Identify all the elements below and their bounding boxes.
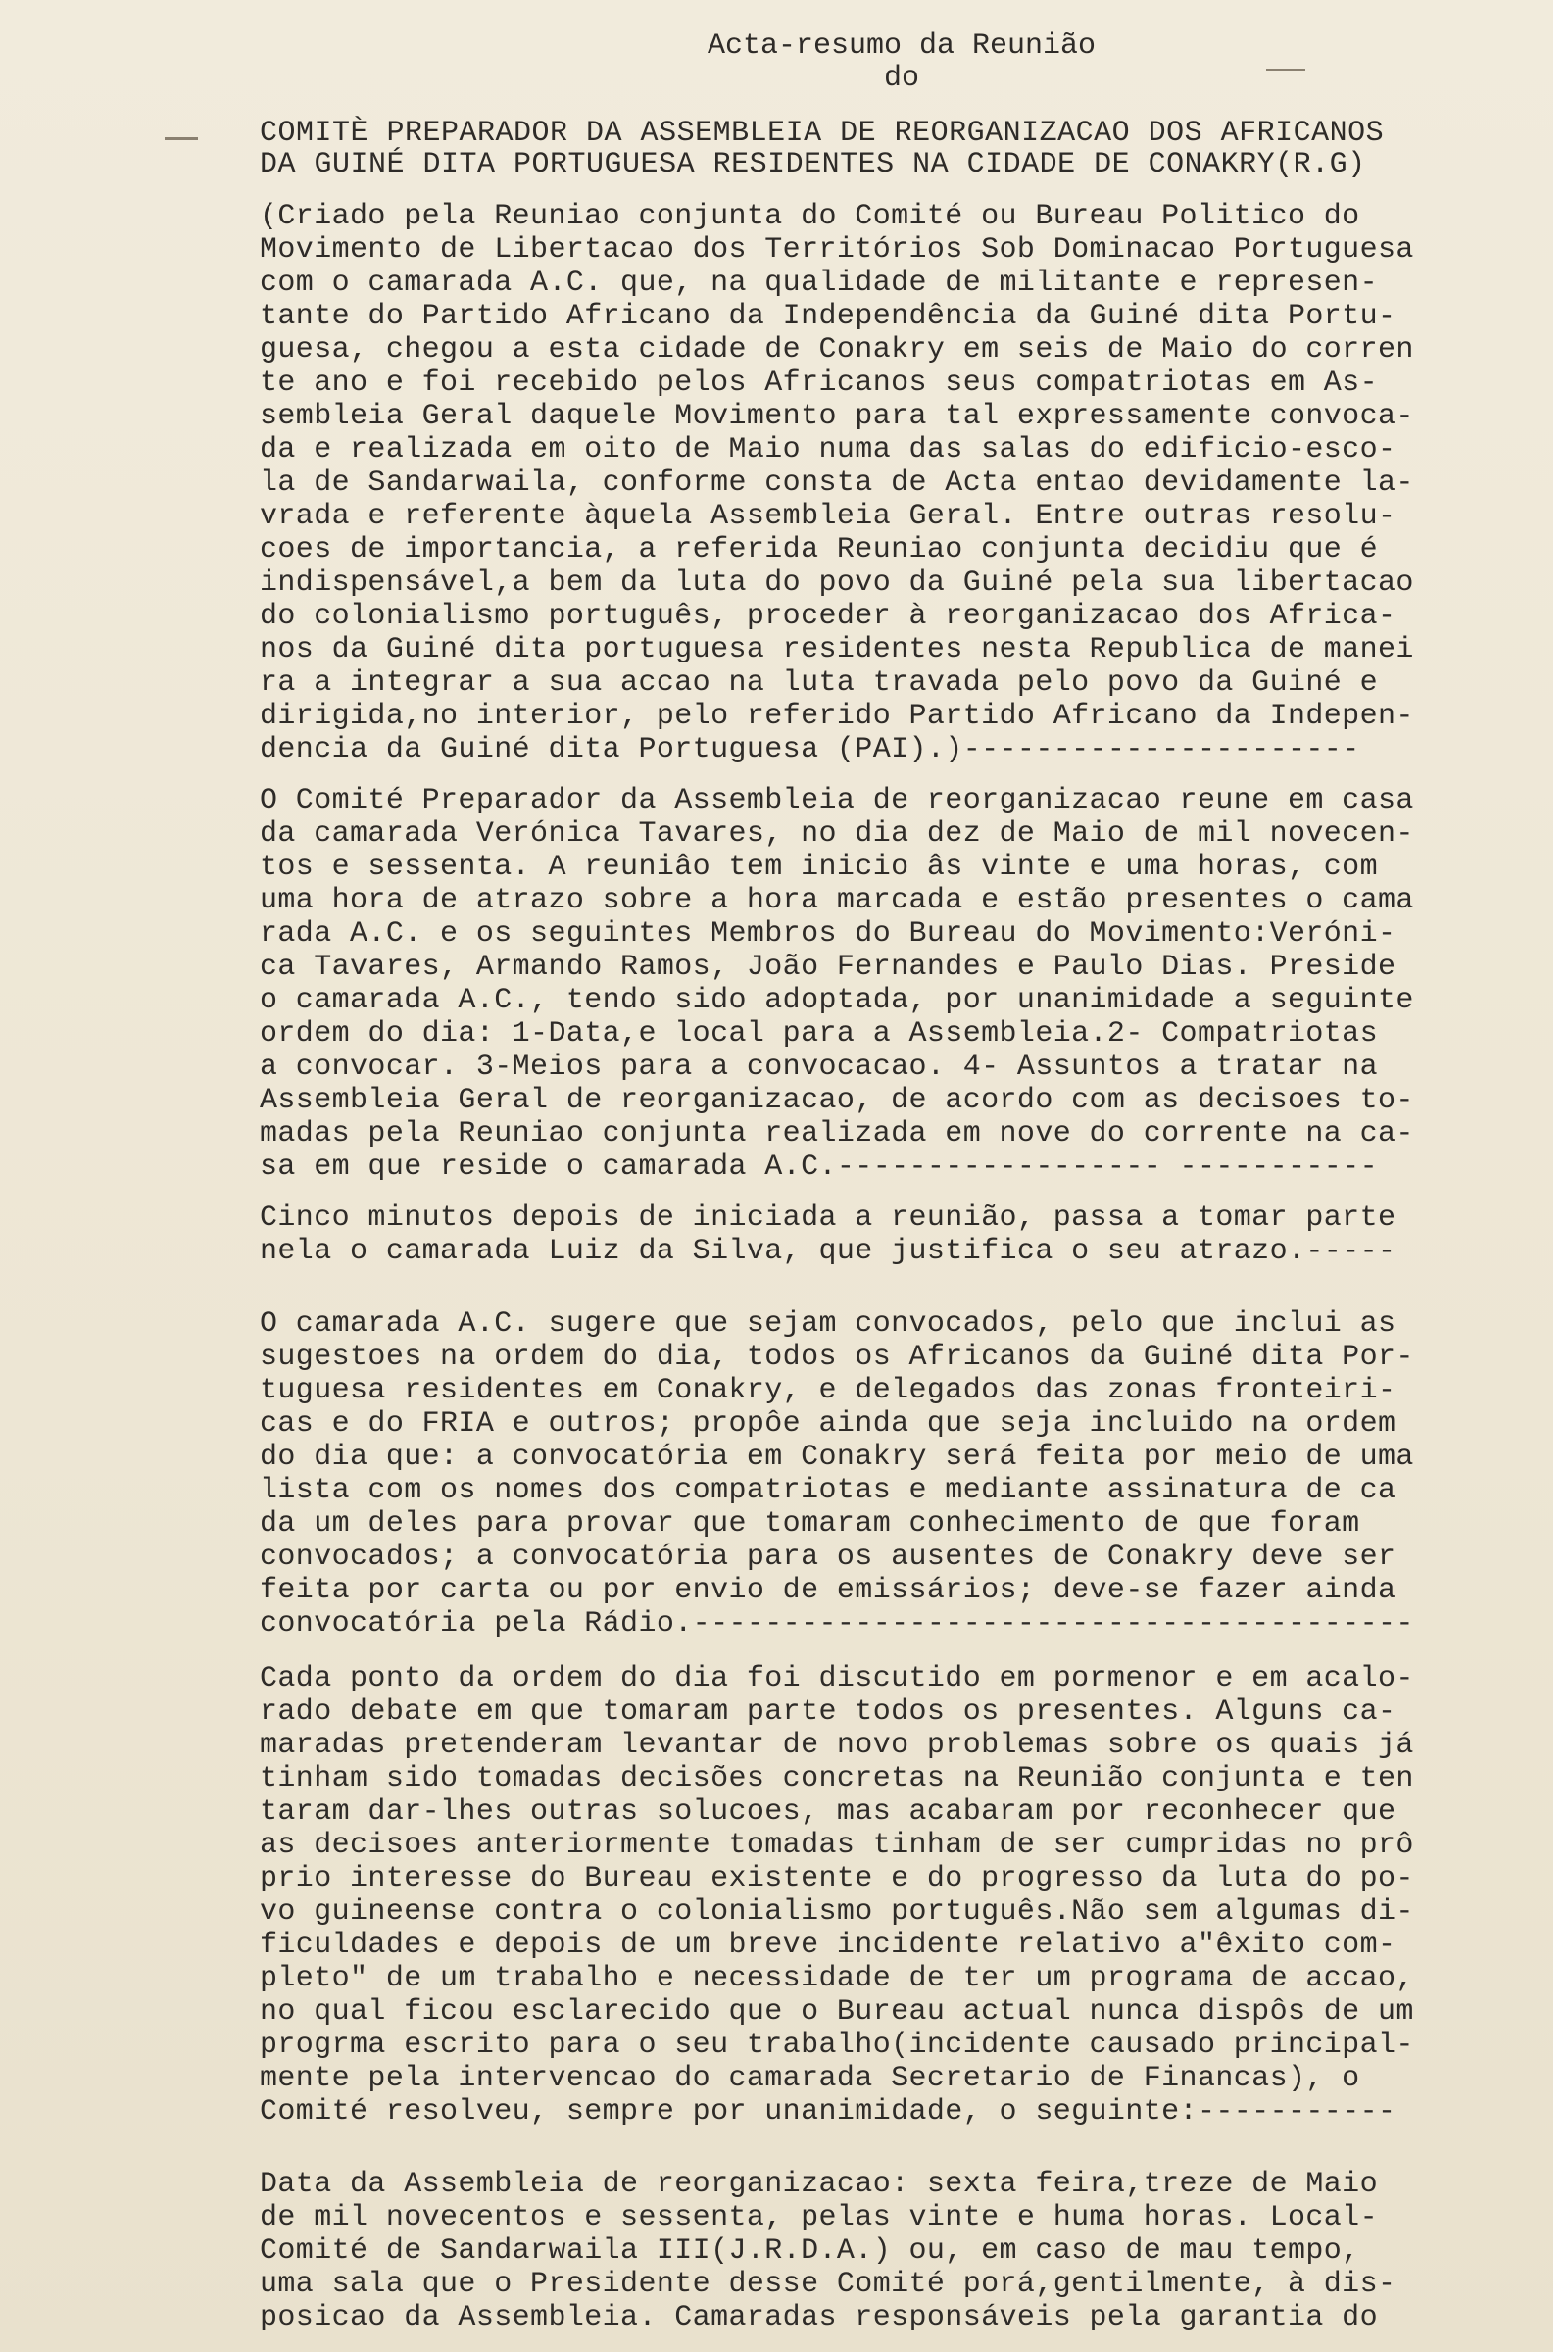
text-line: rado debate em que tomaram parte todos os presentes. Alguns ca- <box>260 1695 1396 1729</box>
text-line: Comité resolveu, sempre por unanimidade, o seguinte:----------- <box>260 2095 1396 2129</box>
text-line: ra a integrar a sua accao na luta travada pelo povo da Guiné e <box>260 666 1378 700</box>
document-body <box>260 29 1553 2334</box>
text-line: da e realizada em oito de Maio numa das salas do edificio-esco- <box>260 433 1396 466</box>
text-line: taram dar-lhes outras solucoes, mas acabaram por reconhecer que <box>260 1795 1396 1829</box>
heading-line: DA GUINÉ DITA PORTUGUESA RESIDENTES NA CIDADE DE CONAKRY(R.G) <box>260 148 1366 181</box>
text-line: nos da Guiné dita portuguesa residentes nesta Republica de manei <box>260 633 1414 666</box>
text-line: sa em que reside o camarada A.C.------------------ ----------- <box>260 1151 1378 1184</box>
text-line: vo guineense contra o colonialismo português.Não sem algumas di- <box>260 1895 1414 1929</box>
text-line: do colonialismo português, proceder à reorganizacao dos Africa- <box>260 600 1396 633</box>
paragraph-assembly-date <box>260 2168 1553 2334</box>
paragraph-intro <box>260 200 1553 766</box>
text-line: tinham sido tomadas decisões concretas na Reunião conjunta e ten <box>260 1762 1414 1795</box>
text-line: convocatória pela Rádio.---------------------------------------- <box>260 1607 1414 1641</box>
text-line: o camarada A.C., tendo sido adoptada, por unanimidade a seguinte <box>260 984 1414 1017</box>
text-line: pleto" de um trabalho e necessidade de ter um programa de accao, <box>260 1962 1414 1995</box>
text-line: nela o camarada Luiz da Silva, que justifica o seu atrazo.----- <box>260 1235 1396 1268</box>
text-line: O Comité Preparador da Assembleia de reorganizacao reune em casa <box>260 784 1414 817</box>
text-line: (Criado pela Reuniao conjunta do Comité ou Bureau Politico do <box>260 200 1360 233</box>
document-title: Acta-resumo da Reunião <box>707 29 1097 63</box>
margin-mark <box>165 137 198 140</box>
text-line: rada A.C. e os seguintes Membros do Bureau do Movimento:Veróni- <box>260 917 1396 951</box>
text-line: da um deles para provar que tomaram conhecimento de que foram <box>260 1507 1360 1541</box>
text-line: Assembleia Geral de reorganizacao, de acordo com as decisoes to- <box>260 1084 1414 1117</box>
text-line: a convocar. 3-Meios para a convocacao. 4- Assuntos a tratar na <box>260 1051 1378 1084</box>
text-line: vrada e referente àquela Assembleia Geral. Entre outras resolu- <box>260 500 1396 533</box>
text-line: uma sala que o Presidente desse Comité porá,gentilmente, à dis- <box>260 2268 1396 2301</box>
text-line: no qual ficou esclarecido que o Bureau actual nunca dispôs de um <box>260 1995 1414 2029</box>
text-line: uma hora de atrazo sobre a hora marcada e estão presentes o cama <box>260 884 1414 917</box>
paragraph-convocation <box>260 1307 1553 1641</box>
text-line: Movimento de Libertacao dos Territórios Sob Dominacao Portuguesa <box>260 233 1414 267</box>
text-line: de mil novecentos e sessenta, pelas vinte e huma horas. Local- <box>260 2201 1378 2234</box>
text-line: coes de importancia, a referida Reuniao conjunta decidiu que é <box>260 533 1378 566</box>
text-line: te ano e foi recebido pelos Africanos seus compatriotas em As- <box>260 367 1378 400</box>
text-line: indispensável,a bem da luta do povo da Guiné pela sua libertacao <box>260 566 1414 600</box>
text-line: ordem do dia: 1-Data,e local para a Assembleia.2- Compatriotas <box>260 1017 1378 1051</box>
text-line: mente pela intervencao do camarada Secretario de Financas), o <box>260 2062 1360 2095</box>
text-line: sugestoes na ordem do dia, todos os Africanos da Guiné dita Por- <box>260 1341 1414 1374</box>
text-line: feita por carta ou por envio de emissários; deve-se fazer ainda <box>260 1574 1396 1607</box>
text-line: maradas pretenderam levantar de novo problemas sobre os quais já <box>260 1729 1414 1762</box>
text-line: madas pela Reuniao conjunta realizada em nove do corrente na ca- <box>260 1117 1414 1151</box>
text-line: tante do Partido Africano da Independência da Guiné dita Portu- <box>260 300 1396 333</box>
text-line: tos e sessenta. A reuniâo tem inicio âs vinte e uma horas, com <box>260 851 1378 884</box>
text-line: com o camarada A.C. que, na qualidade de militante e represen- <box>260 267 1378 300</box>
text-line: cas e do FRIA e outros; propôe ainda que seja incluido na ordem <box>260 1407 1396 1441</box>
text-line: O camarada A.C. sugere que sejam convocados, pelo que inclui as <box>260 1307 1396 1341</box>
text-line: sembleia Geral daquele Movimento para tal expressamente convoca- <box>260 400 1414 433</box>
paragraph-meeting <box>260 784 1553 1184</box>
text-line: ficuldades e depois de um breve incidente relativo a"êxito com- <box>260 1929 1396 1962</box>
text-line: convocados; a convocatória para os ausentes de Conakry deve ser <box>260 1541 1396 1574</box>
text-line: posicao da Assembleia. Camaradas responsáveis pela garantia do <box>260 2301 1378 2334</box>
document-title-connector: do <box>883 62 919 95</box>
text-line: do dia que: a convocatória em Conakry será feita por meio de uma <box>260 1441 1414 1474</box>
text-line: dirigida,no interior, pelo referido Partido Africano da Indepen- <box>260 700 1414 733</box>
paragraph-discussion <box>260 1662 1553 2129</box>
text-line: Comité de Sandarwaila III(J.R.D.A.) ou, em caso de mau tempo, <box>260 2234 1360 2268</box>
text-line: Cinco minutos depois de iniciada a reunião, passa a tomar parte <box>260 1201 1396 1235</box>
page-edge <box>1553 0 1568 2352</box>
text-line: da camarada Verónica Tavares, no dia dez de Maio de mil novecen- <box>260 817 1414 851</box>
text-line: la de Sandarwaila, conforme consta de Acta entao devidamente la- <box>260 466 1414 500</box>
text-line: dencia da Guiné dita Portuguesa (PAI).)---------------------- <box>260 733 1360 766</box>
text-line: Data da Assembleia de reorganizacao: sexta feira,treze de Maio <box>260 2168 1378 2201</box>
committee-heading <box>260 118 1553 180</box>
text-line: as decisoes anteriormente tomadas tinham de ser cumpridas no prô <box>260 1829 1414 1862</box>
text-line: Cada ponto da ordem do dia foi discutido em pormenor e em acalo- <box>260 1662 1414 1695</box>
text-line: lista com os nomes dos compatriotas e mediante assinatura de ca <box>260 1474 1396 1507</box>
text-line: guesa, chegou a esta cidade de Conakry em seis de Maio do corren <box>260 333 1414 367</box>
text-line: progrma escrito para o seu trabalho(incidente causado principal- <box>260 2029 1414 2062</box>
text-line: prio interesse do Bureau existente e do progresso da luta do po- <box>260 1862 1414 1895</box>
text-line: tuguesa residentes em Conakry, e delegados das zonas fronteiri- <box>260 1374 1396 1407</box>
heading-line: COMITÈ PREPARADOR DA ASSEMBLEIA DE REORGANIZACAO DOS AFRICANOS <box>260 117 1385 150</box>
text-line: ca Tavares, Armando Ramos, João Fernandes e Paulo Dias. Preside <box>260 951 1396 984</box>
paragraph-late-arrival <box>260 1201 1553 1268</box>
